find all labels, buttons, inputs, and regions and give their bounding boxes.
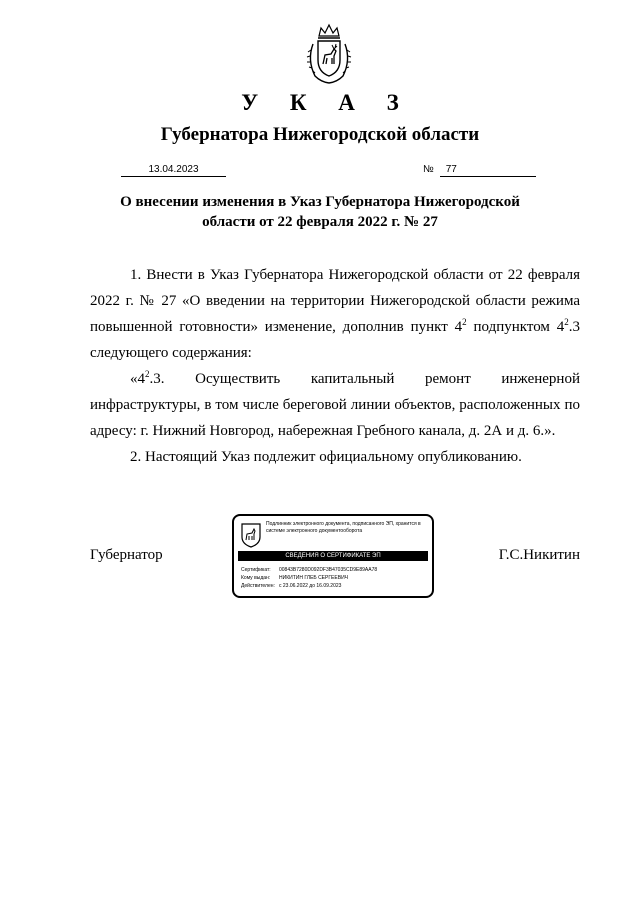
decree-title: У К А З [241, 90, 412, 115]
heading-line-2: области от 22 февраля 2022 г. № 27 [202, 214, 438, 230]
superscript: 2 [462, 317, 467, 327]
stamp-note: Подлинник электронного документа, подписанного ЭП, хранится в системе электронного документооборота [266, 521, 421, 534]
stamp-row-owner [241, 574, 431, 582]
stamp-label: Сертификат: [241, 567, 271, 573]
electronic-signature-stamp [232, 514, 434, 598]
superscript: 2 [145, 369, 150, 379]
decree-number-block [423, 163, 536, 177]
decree-number: 77 [440, 163, 536, 177]
regional-emblem-icon [240, 522, 262, 548]
stamp-value: с 23.06.2022 до 16.09.2023 [279, 583, 342, 589]
stamp-label: Действителен: [241, 583, 275, 589]
paragraph-1 [90, 262, 580, 366]
decree-issuer: Губернатора Нижегородской области [160, 124, 480, 145]
stamp-banner: СВЕДЕНИЯ О СЕРТИФИКАТЕ ЭП [238, 551, 428, 561]
paragraph-2-part-b: .3. Осуществить капитальный ремонт инженерной инфраструктуры, в том числе береговой линии объектов, расположенных по адресу: г. Нижний Новгород, набережная Гребного канала, д. 2А и д. 6.». [90, 371, 580, 439]
paragraph-2-part-a: «4 [130, 371, 145, 387]
decree-heading [100, 192, 540, 232]
number-sign: № [423, 164, 434, 175]
paragraph-1-part-c: .3 следующего содержания: [90, 319, 580, 361]
stamp-value: 00843B7280D092DF3B47035CD9E89AA78 [279, 567, 378, 573]
paragraph-1-part-a: 1. Внести в Указ Губернатора Нижегородской области от 22 февраля 2022 г. № 27 «О введении на территории Нижегородской области режима повышенной готовности» изменение, дополнив пункт 4 [90, 267, 580, 335]
heading-line-1: О внесении изменения в Указ Губернатора Нижегородской [120, 194, 520, 210]
stamp-row-certificate [241, 566, 431, 574]
decree-date: 13.04.2023 [121, 163, 226, 177]
paragraph-1-part-b: подпунктом 4 [466, 319, 565, 335]
paragraph-2 [90, 366, 580, 444]
coat-of-arms-emblem [303, 22, 355, 86]
signatory-name: Г.С.Никитин [498, 547, 580, 563]
superscript: 2 [564, 317, 569, 327]
signatory-position: Губернатор [90, 547, 163, 563]
stamp-details [241, 566, 431, 590]
stamp-row-valid [241, 582, 431, 590]
paragraph-3: 2. Настоящий Указ подлежит официальному опубликованию. [130, 449, 522, 465]
stamp-value: НИКИТИН ГЛЕБ СЕРГЕЕВИЧ [279, 575, 348, 581]
stamp-label: Кому выдан: [241, 575, 271, 581]
decree-body [90, 262, 580, 470]
